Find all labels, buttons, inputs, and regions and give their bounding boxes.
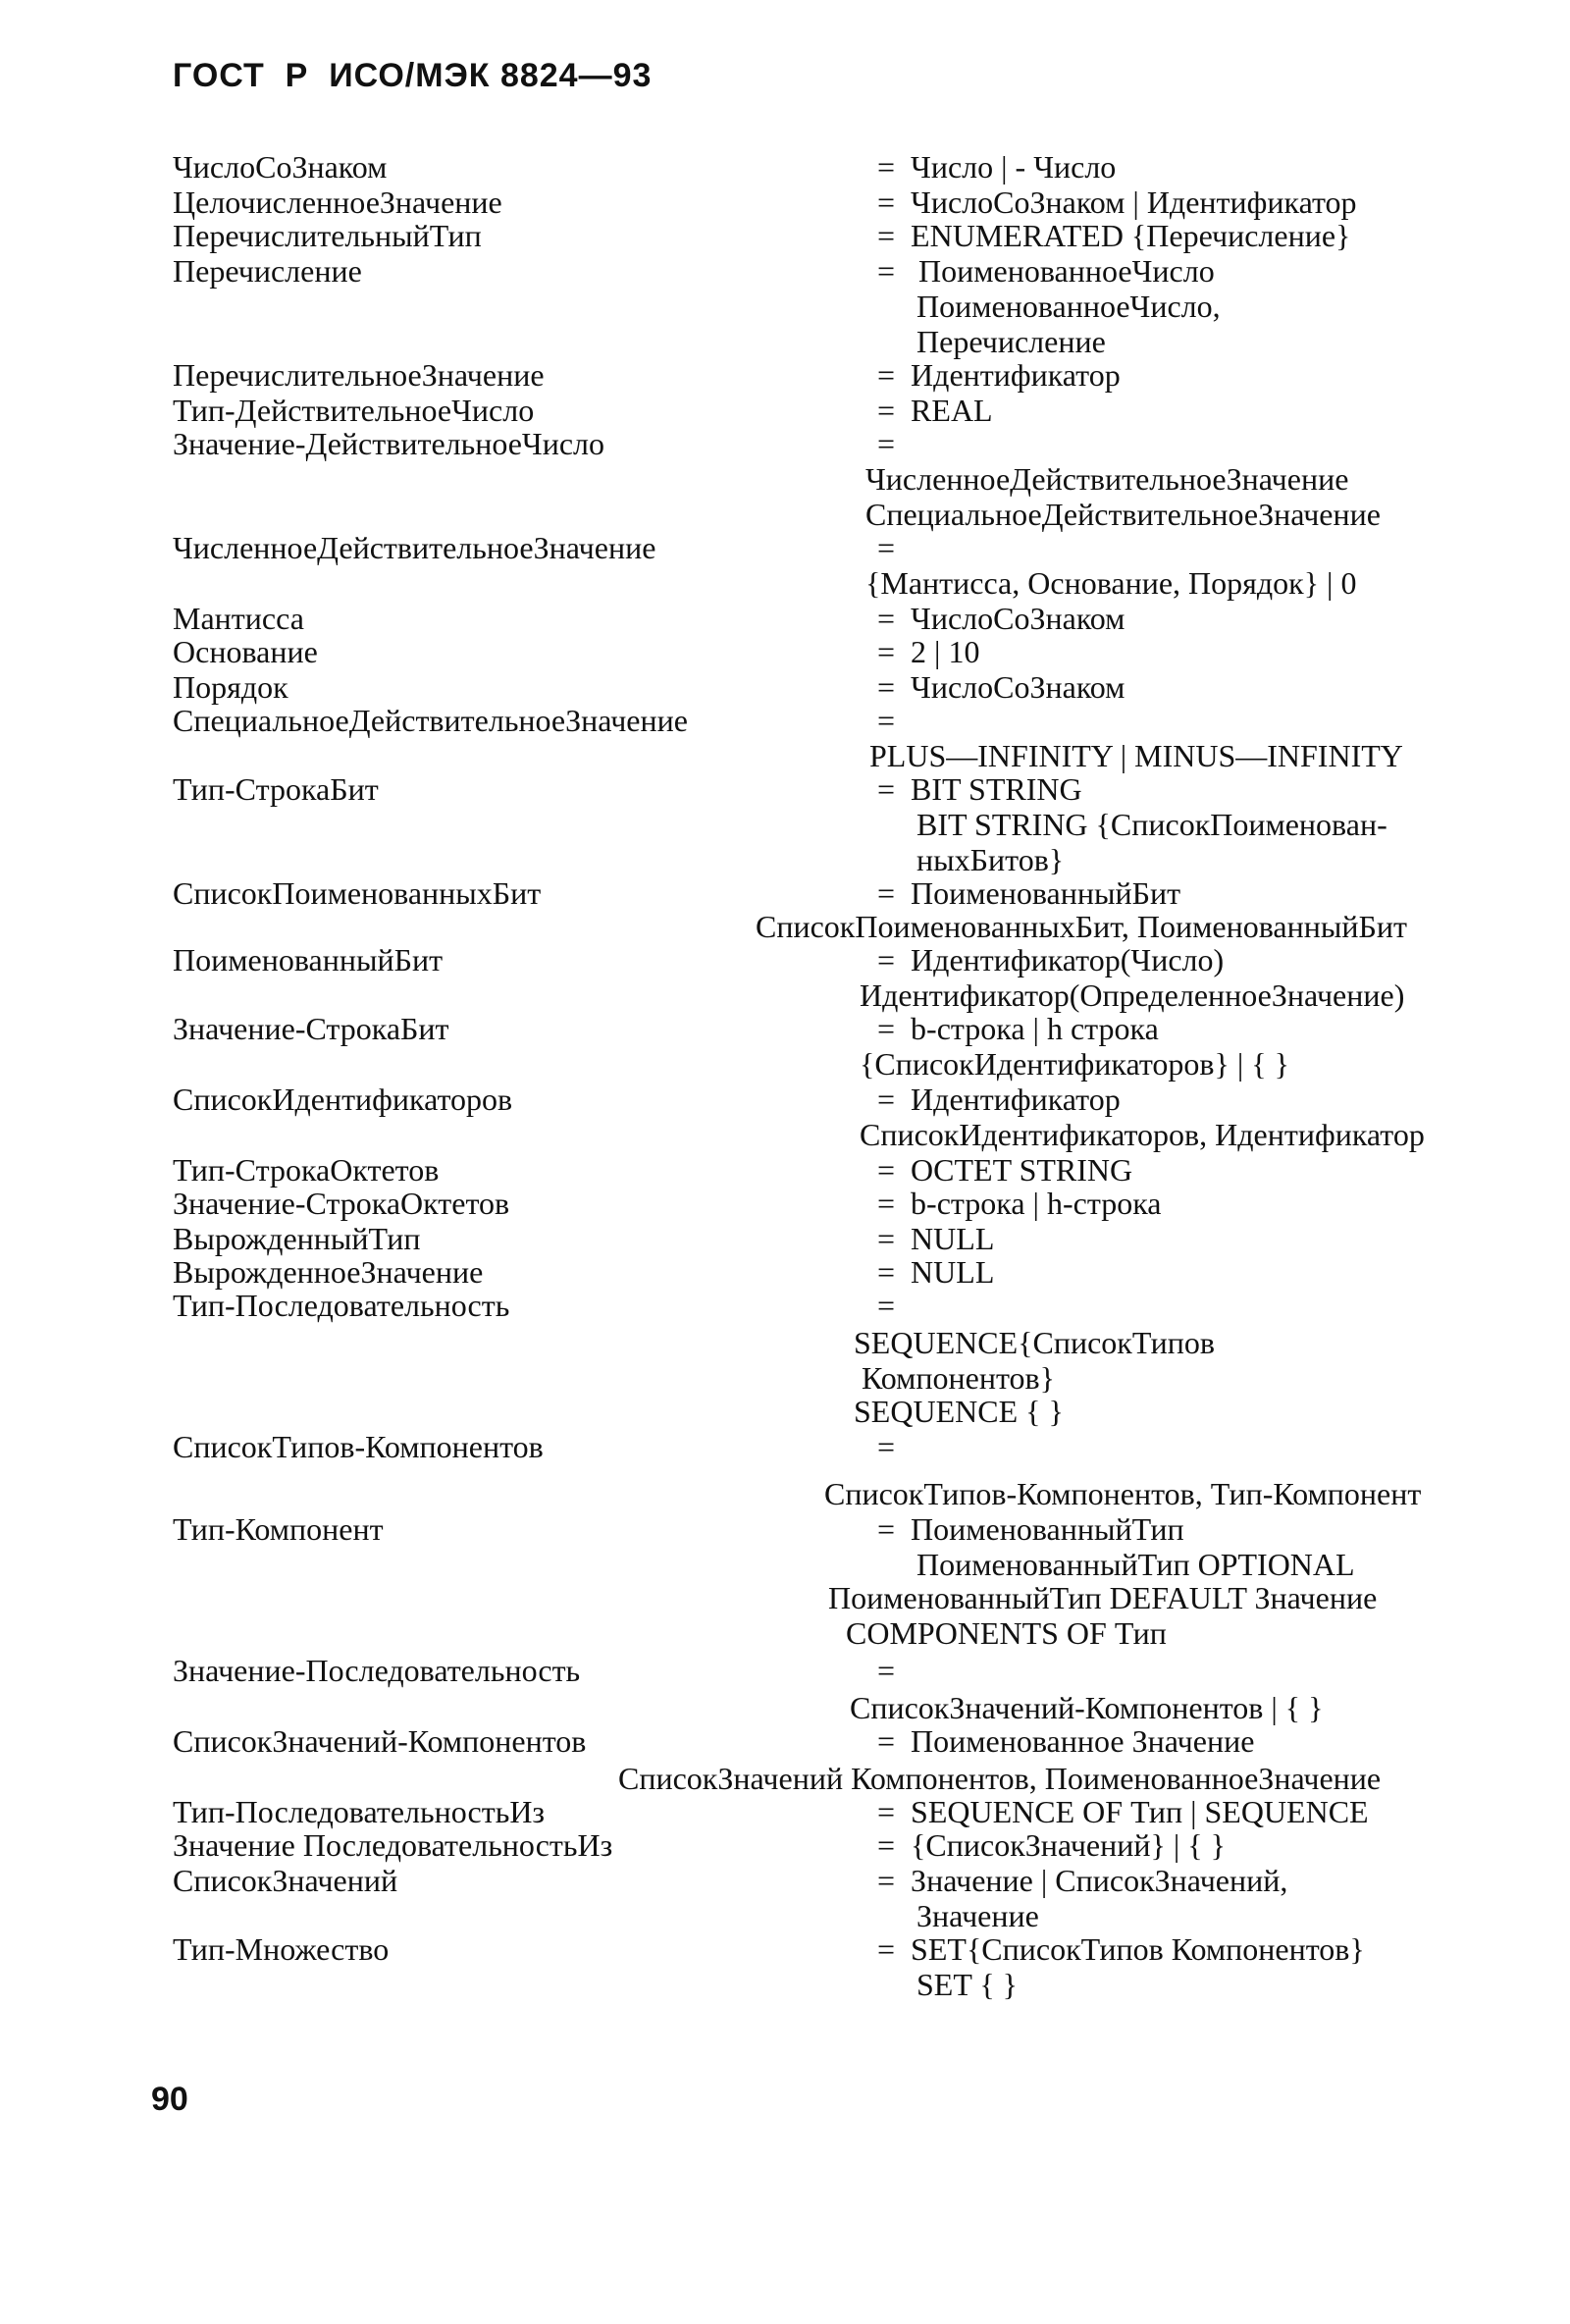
rule-definition: {Мантисса, Основание, Порядок} | 0 xyxy=(865,565,1357,601)
rule-definition: = xyxy=(877,530,896,565)
rule-definition: COMPONENTS OF Тип xyxy=(846,1615,1167,1651)
rule-definition: Компонентов} xyxy=(862,1360,1055,1396)
rule-definition: = Поименованное Значение xyxy=(877,1723,1255,1759)
rule-definition: = NULL xyxy=(877,1254,995,1290)
rule-name: ВырожденноеЗначение xyxy=(173,1254,484,1290)
rule-definition: ЧисленноеДействительноеЗначение xyxy=(865,461,1349,497)
rule-definition: = Число | - Число xyxy=(877,149,1117,185)
rule-definition: Значение xyxy=(877,1898,1039,1933)
rule-definition: СписокПоименованныхБит, ПоименованныйБит xyxy=(756,909,1407,944)
rule-definition: = SET{СписокТипов Компонентов} xyxy=(877,1931,1365,1967)
rule-definition: = ENUMERATED {Перечисление} xyxy=(877,218,1351,253)
rule-definition: = REAL xyxy=(877,393,993,428)
rule-definition: = Идентификатор xyxy=(877,357,1121,393)
rule-definition: СписокИдентификаторов, Идентификатор xyxy=(860,1117,1425,1152)
rule-definition: = xyxy=(877,703,896,738)
rule-name: СписокПоименованныхБит xyxy=(173,875,542,911)
rule-definition: = OCTET STRING xyxy=(877,1152,1133,1188)
rule-definition: = xyxy=(877,426,896,461)
rule-name: ПоименованныйБит xyxy=(173,942,444,977)
rule-name: ПеречислительноеЗначение xyxy=(173,357,545,393)
rule-definition: SEQUENCE{СписокТипов xyxy=(854,1325,1215,1360)
rule-name: СписокТипов-Компонентов xyxy=(173,1429,544,1464)
rule-definition: = BIT STRING xyxy=(877,771,1082,807)
rule-definition: = xyxy=(877,1653,896,1688)
rule-definition: SEQUENCE { } xyxy=(854,1394,1064,1429)
rule-definition: = NULL xyxy=(877,1221,995,1256)
rule-name: ЧислоСоЗнаком xyxy=(173,149,388,185)
rule-definition: СписокТипов-Компонентов, Тип-Компонент xyxy=(824,1476,1422,1511)
rule-name: Значение-СтрокаБит xyxy=(173,1011,449,1046)
rule-name: СписокЗначений-Компонентов xyxy=(173,1723,587,1759)
rule-definition: ныхБитов} xyxy=(877,842,1065,877)
rule-definition: = b-строка | h строка xyxy=(877,1011,1159,1046)
rule-definition: PLUS—INFINITY | MINUS—INFINITY xyxy=(869,738,1403,773)
rule-name: Значение-СтрокаОктетов xyxy=(173,1186,510,1221)
rule-definition: = Значение | СписокЗначений, xyxy=(877,1863,1288,1898)
rule-definition: СпециальноеДействительноеЗначение xyxy=(865,497,1381,532)
rule-definition: = Идентификатор xyxy=(877,1082,1121,1117)
rule-name: Мантисса xyxy=(173,601,304,636)
rule-name: ЧисленноеДействительноеЗначение xyxy=(173,530,656,565)
rule-definition: СписокЗначений Компонентов, ПоименованноеЗначение xyxy=(618,1761,1382,1796)
rule-definition: = SEQUENCE OF Тип | SEQUENCE xyxy=(877,1794,1369,1829)
rule-definition: = ЧислоСоЗнаком xyxy=(877,669,1125,705)
rule-name: СписокИдентификаторов xyxy=(173,1082,513,1117)
rule-definition: = ЧислоСоЗнаком | Идентификатор xyxy=(877,185,1357,220)
rule-definition: = ПоименованноеЧисло xyxy=(877,253,1215,289)
rule-name: Тип-Компонент xyxy=(173,1511,384,1547)
rule-definition: ПоименованныйТип DEFAULT Значение xyxy=(828,1580,1378,1615)
page-number: 90 xyxy=(151,2081,188,2118)
rule-definition: = Идентификатор(Число) xyxy=(877,942,1225,977)
rule-name: СпециальноеДействительноеЗначение xyxy=(173,703,688,738)
rule-name: ПеречислительныйТип xyxy=(173,218,482,253)
rule-name: Перечисление xyxy=(173,253,362,289)
rule-name: Значение-Последовательность xyxy=(173,1653,581,1688)
rule-definition: = ПоименованныйТип xyxy=(877,1511,1184,1547)
rule-definition: СписокЗначений-Компонентов | { } xyxy=(850,1690,1324,1725)
rule-name: ЦелочисленноеЗначение xyxy=(173,185,502,220)
rule-definition: = xyxy=(877,1429,896,1464)
rule-name: ВырожденныйТип xyxy=(173,1221,421,1256)
rule-name: Тип-Множество xyxy=(173,1931,390,1967)
rule-name: Основание xyxy=(173,634,318,669)
rule-definition: = b-строка | h-строка xyxy=(877,1186,1162,1221)
rule-definition: BIT STRING {СписокПоименован- xyxy=(877,807,1387,842)
rule-definition: ПоименованноеЧисло, xyxy=(877,289,1221,324)
rule-definition: = {СписокЗначений} | { } xyxy=(877,1827,1226,1863)
rule-name: Значение-ДействительноеЧисло xyxy=(173,426,605,461)
rule-name: Порядок xyxy=(173,669,288,705)
rule-definition: = 2 | 10 xyxy=(877,634,980,669)
rule-definition: Идентификатор(ОпределенноеЗначение) xyxy=(860,977,1405,1013)
rule-name: Тип-СтрокаБит xyxy=(173,771,379,807)
rule-definition: SET { } xyxy=(877,1967,1019,2002)
rule-definition: Перечисление xyxy=(877,324,1106,359)
rule-name: Тип-ДействительноеЧисло xyxy=(173,393,535,428)
rule-name: Тип-Последовательность xyxy=(173,1288,510,1323)
rule-definition: = ЧислоСоЗнаком xyxy=(877,601,1125,636)
rule-definition: {СписокИдентификаторов} | { } xyxy=(860,1046,1289,1082)
rule-definition: = ПоименованныйБит xyxy=(877,875,1181,911)
rule-name: Тип-ПоследовательностьИз xyxy=(173,1794,546,1829)
rule-name: Значение ПоследовательностьИз xyxy=(173,1827,613,1863)
rule-definition: = xyxy=(877,1288,896,1323)
page-header: ГОСТ Р ИСО/МЭК 8824—93 xyxy=(173,57,653,94)
rule-name: Тип-СтрокаОктетов xyxy=(173,1152,440,1188)
rule-definition: ПоименованныйТип OPTIONAL xyxy=(877,1547,1355,1582)
rule-name: СписокЗначений xyxy=(173,1863,398,1898)
